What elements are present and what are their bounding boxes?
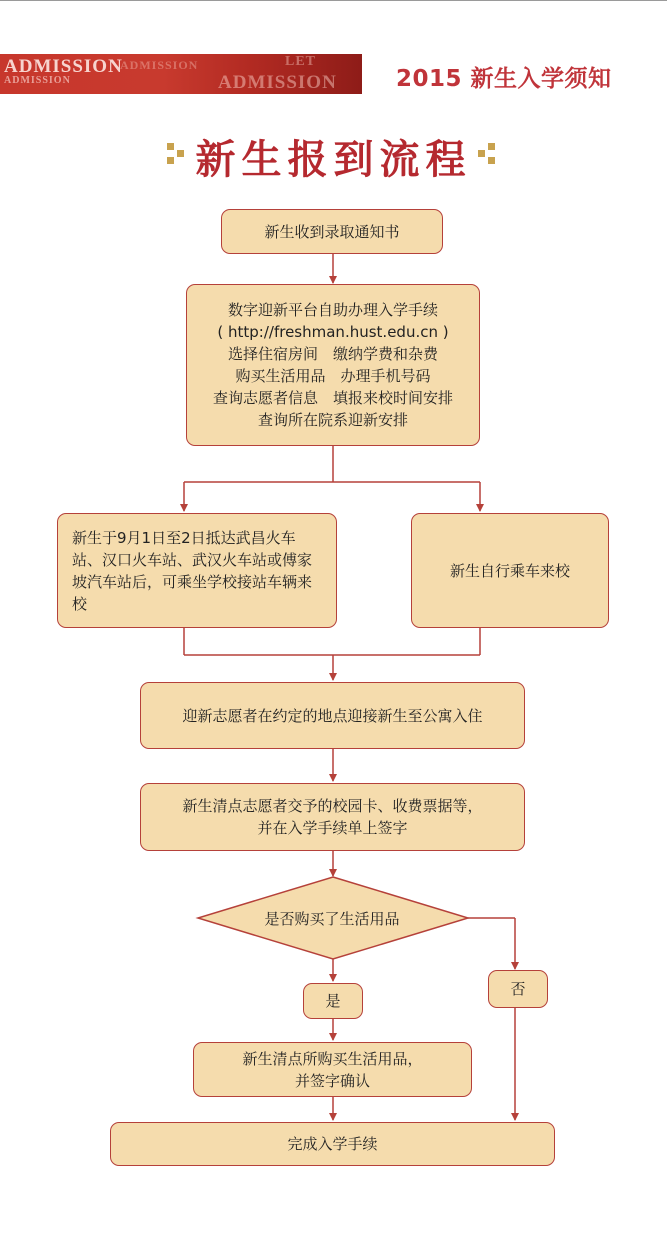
banner-text: ADMISSION (218, 72, 337, 93)
step-volunteer-escort-label: 迎新志愿者在约定的地点迎接新生至公寓入住 (182, 706, 483, 725)
banner-text: ADMISSION (4, 56, 123, 77)
step-receive-notice-label: 新生收到录取通知书 (264, 222, 400, 241)
banner-text: ADMISSION (4, 75, 71, 86)
step-check-items-sign-label: 新生清点志愿者交予的校园卡、收费票据等， 并在入学手续单上签字 (182, 797, 483, 837)
step-confirm-purchases (193, 1042, 472, 1097)
step-volunteer-escort (140, 682, 525, 749)
step-online-registration-label: 数字迎新平台自助办理入学手续 ( http://freshman.hust.edu.cn ) 选择住宿房间 缴纳学费和杂费 购买生活用品 办理手机号码 查询志愿者信息 填报来校时间安排 查询所在院系迎新安排 (212, 301, 453, 429)
step-online-registration (186, 284, 480, 446)
decision-no-label: 否 (510, 980, 526, 998)
decision-yes-label: 是 (325, 992, 341, 1010)
step-confirm-purchases-label: 新生清点所购买生活用品， 并签字确认 (242, 1049, 423, 1090)
decision-no (488, 970, 548, 1008)
branch-self-travel (411, 513, 609, 628)
decision-yes (303, 983, 363, 1019)
step-check-items-sign (140, 783, 525, 851)
step-complete-enrollment-label: 完成入学手续 (287, 1135, 378, 1153)
branch-self-travel-label: 新生自行乘车来校 (449, 561, 570, 580)
branch-school-shuttle (57, 513, 337, 628)
banner-text: LET (285, 54, 317, 69)
page-title: 新生报到流程 (195, 137, 472, 183)
header-title: 2015 新生入学须知 (396, 66, 612, 92)
banner-text: ADMISSION (120, 58, 199, 72)
decision-label: 是否购买了生活用品 (264, 909, 400, 928)
step-receive-notice (221, 209, 443, 254)
step-complete-enrollment (110, 1122, 555, 1166)
branch-school-shuttle-label: 新生于9月1日至2日抵达武昌火车站、汉口火车站、武汉火车站或傅家坡汽车站后，可乘坐学校接站车辆来校 (72, 528, 313, 613)
